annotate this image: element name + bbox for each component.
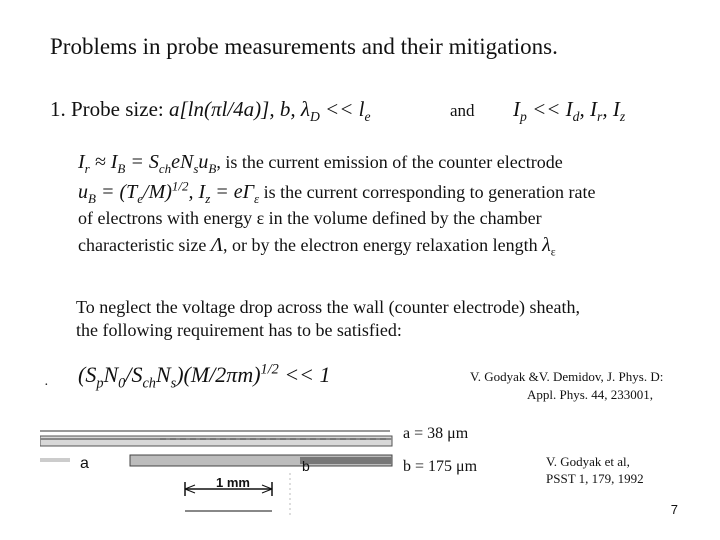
req-e: )(M/2πm): [176, 362, 261, 387]
l2-sup-half: 1/2: [171, 178, 189, 194]
ip-sub-p: p: [520, 109, 527, 125]
l2-sub-eps: ε: [254, 191, 260, 206]
l4-a: characteristic size: [78, 235, 211, 255]
ip-condition: [513, 97, 626, 125]
ip-sub-r: r: [597, 109, 603, 125]
text-line-4: [78, 234, 556, 257]
l1-u: u: [198, 151, 209, 173]
dimension-b: b = 175 μm: [403, 458, 478, 475]
photo-label-a: a: [80, 455, 89, 472]
l1-sub-b: B: [117, 161, 126, 176]
req-sub-0: 0: [118, 375, 126, 392]
l2-u: u: [78, 181, 88, 203]
point1-sub-e: e: [364, 109, 371, 125]
req-sub-s: s: [170, 375, 177, 392]
point-1-probe-size: [50, 97, 371, 125]
ip-sub-d: d: [572, 109, 580, 125]
req-sup-half: 1/2: [260, 361, 279, 378]
l1-eq: = S: [125, 151, 159, 173]
reference-2-line-1: V. Godyak et al,: [546, 454, 630, 469]
l1-sub-b2: B: [208, 161, 217, 176]
paragraph-line-2: the following requirement has to be satisfied:: [76, 320, 402, 340]
l4-l: λ: [542, 234, 551, 256]
l2-eq2: = eΓ: [210, 181, 255, 203]
l1-approx: ≈ I: [89, 151, 118, 173]
scale-bar-label: 1 mm: [216, 475, 250, 490]
text-line-3: of electrons with energy ε in the volume defined by the chamber: [78, 208, 542, 228]
l2-text: is the current corresponding to generation rate: [259, 182, 596, 202]
req-c: /S: [125, 362, 143, 387]
slide-title: Problems in probe measurements and their mitigations.: [50, 34, 558, 59]
ip-rest: << I: [526, 97, 573, 121]
l2-m: /M): [143, 181, 172, 203]
l2-eq: = (T: [95, 181, 138, 203]
requirement-formula: [78, 361, 331, 392]
req-sub-ch: ch: [142, 375, 156, 392]
ip-i: I: [513, 97, 520, 121]
equation-line-1: [78, 151, 563, 174]
l1-en: eN: [171, 151, 194, 173]
l1-sub-ch: ch: [158, 161, 172, 176]
reference-1-line-1: V. Godyak &V. Demidov, J. Phys. D:: [470, 369, 664, 384]
req-f: << 1: [278, 362, 331, 387]
req-a: (S: [78, 362, 97, 387]
l4-lambda: Λ: [210, 234, 224, 256]
l1-i: I: [78, 151, 85, 173]
page-number: 7: [670, 502, 678, 517]
l2-sub-z: z: [205, 191, 211, 206]
req-b: N: [103, 362, 119, 387]
ip-comma1: , I: [579, 97, 597, 121]
req-sub-p: p: [96, 375, 104, 392]
req-d: N: [155, 362, 171, 387]
point1-lead: 1. Probe size:: [50, 97, 169, 121]
equation-line-2: [78, 178, 596, 206]
l1-sub-r: r: [84, 161, 90, 176]
point1-tail: << l: [319, 97, 365, 121]
l4-sub-eps: ε: [550, 245, 556, 259]
ip-comma2: , I: [602, 97, 620, 121]
probe-photo: [40, 418, 400, 518]
l2-sub-e: e: [137, 191, 144, 206]
point1-sub-d: D: [309, 109, 320, 125]
l1-sub-s: s: [193, 161, 199, 176]
reference-2-line-2: PSST 1, 179, 1992: [546, 471, 644, 486]
point1-expr: a[ln(πl/4a)], b, λ: [168, 97, 310, 121]
l4-b: , or by the electron energy relaxation length: [223, 235, 543, 255]
ip-sub-z: z: [619, 109, 626, 125]
photo-label-b: b: [302, 458, 310, 474]
l2-iz: , I: [188, 181, 206, 203]
l2-sub-b: B: [88, 191, 96, 206]
paragraph-line-1: To neglect the voltage drop across the wall (counter electrode) sheath,: [76, 297, 581, 317]
and-word: and: [450, 101, 475, 120]
dimension-a: a = 38 μm: [403, 425, 469, 442]
l1-text: , is the current emission of the counter electrode: [216, 152, 563, 172]
reference-1-line-2: Appl. Phys. 44, 233001,: [527, 387, 654, 402]
bullet-dot: ·: [44, 378, 49, 393]
